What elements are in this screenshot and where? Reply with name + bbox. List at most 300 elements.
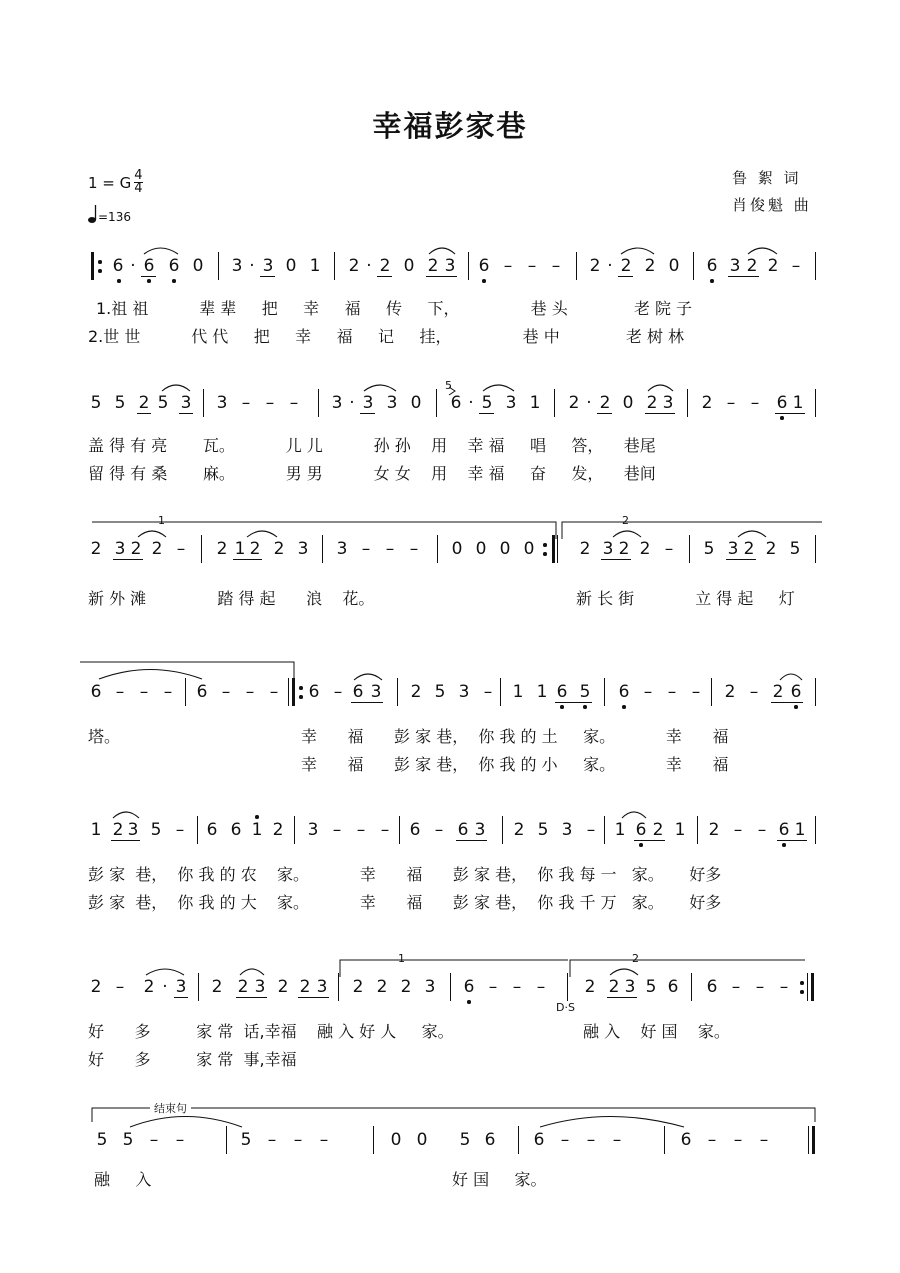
note: 2 — [568, 393, 580, 413]
barline — [294, 816, 295, 844]
note: – — [503, 256, 513, 276]
note: 2 — [348, 256, 360, 276]
note: 0 — [475, 539, 487, 559]
note: · — [586, 393, 592, 413]
note: 2 — [427, 256, 439, 276]
barline — [322, 535, 323, 563]
note: 2 — [130, 539, 142, 559]
tempo-value: =136 — [98, 210, 131, 224]
volta-2-label: 2 — [622, 514, 629, 527]
note: 1 — [234, 539, 246, 559]
note: – — [245, 682, 255, 702]
score-mark — [562, 522, 822, 539]
note: – — [332, 820, 342, 840]
score-mark — [622, 812, 646, 818]
score-mark — [162, 385, 190, 391]
note: 0 — [622, 393, 634, 413]
note: 3 — [561, 820, 573, 840]
note: – — [733, 820, 743, 840]
score-mark — [247, 531, 277, 537]
note: 3 — [231, 256, 243, 276]
note: 3 — [331, 393, 343, 413]
note: 2 — [618, 539, 630, 559]
barline — [604, 816, 605, 844]
note: 6 — [667, 977, 679, 997]
octave-dot — [299, 695, 303, 699]
note: 5 — [96, 1130, 108, 1150]
note: 2 — [352, 977, 364, 997]
note: 2 — [652, 820, 664, 840]
note: 3 — [444, 256, 456, 276]
lower-octave-dot — [117, 279, 121, 283]
note: 6 — [790, 682, 802, 702]
barline — [691, 973, 692, 1001]
lyrics-line: 塔。 — [88, 727, 121, 746]
note: – — [707, 1130, 717, 1150]
underline — [426, 276, 457, 277]
note: 6 — [484, 1130, 496, 1150]
final-barline — [812, 1126, 815, 1154]
note: – — [385, 539, 395, 559]
octave-dot — [800, 981, 804, 985]
lyrics-line: 好 多 家 常 话,幸福 融 入 好 人 家。 — [88, 1022, 454, 1041]
octave-dot — [560, 705, 564, 709]
underline — [607, 997, 637, 998]
note: 3 — [336, 539, 348, 559]
note: 3 — [624, 977, 636, 997]
barline — [436, 389, 437, 417]
note: 6 — [706, 977, 718, 997]
note: 2 — [272, 820, 284, 840]
note: – — [265, 393, 275, 413]
note: – — [726, 393, 736, 413]
barline — [557, 535, 558, 563]
note: 3 — [254, 977, 266, 997]
barline — [693, 252, 694, 280]
volta-1-label: 1 — [398, 952, 405, 965]
underline — [728, 276, 759, 277]
barline — [518, 1126, 519, 1154]
underline — [618, 276, 633, 277]
note: 5 — [434, 682, 446, 702]
octave-dot — [467, 1000, 471, 1004]
underline — [141, 276, 156, 277]
note: – — [380, 820, 390, 840]
underline — [777, 840, 807, 841]
note: 6 — [533, 1130, 545, 1150]
note: 2 — [701, 393, 713, 413]
note: 6 — [463, 977, 475, 997]
underline — [260, 276, 275, 277]
note: 5 — [481, 393, 493, 413]
ending-label: 结束句 — [150, 1100, 191, 1116]
note: 3 — [386, 393, 398, 413]
note: 2 — [216, 539, 228, 559]
note: 3 — [180, 393, 192, 413]
note: 2 — [620, 256, 632, 276]
dal-segno: D·S — [556, 1001, 575, 1014]
barline — [689, 535, 690, 563]
note: 6 — [409, 820, 421, 840]
note: 3 — [114, 539, 126, 559]
note: – — [269, 682, 279, 702]
underline — [113, 559, 143, 560]
note: · — [468, 393, 474, 413]
underline — [111, 840, 140, 841]
barline — [226, 1126, 227, 1154]
note: 5 — [579, 682, 591, 702]
barline — [318, 389, 319, 417]
underline — [360, 413, 375, 414]
underline — [236, 997, 267, 998]
lower-octave-dot — [147, 279, 151, 283]
note: – — [221, 682, 231, 702]
key-signature — [88, 170, 143, 195]
note: 3 — [262, 256, 274, 276]
note: – — [512, 977, 522, 997]
lower-octave-dot — [482, 279, 486, 283]
note: – — [733, 1130, 743, 1150]
octave-dot — [543, 543, 547, 547]
score-mark — [429, 248, 455, 254]
underline — [456, 840, 487, 841]
note: 2 — [410, 682, 422, 702]
note: 5 — [157, 393, 169, 413]
score-mark — [613, 531, 641, 537]
barline — [808, 1126, 809, 1154]
note: 3 — [362, 393, 374, 413]
note: – — [409, 539, 419, 559]
note: 2 — [138, 393, 150, 413]
note: 5 — [122, 1130, 134, 1150]
note: 6 — [450, 393, 462, 413]
note: 6 — [556, 682, 568, 702]
note: 6 — [308, 682, 320, 702]
score-mark — [540, 1117, 684, 1128]
barline — [697, 816, 698, 844]
note: 1 — [614, 820, 626, 840]
time-signature — [134, 170, 142, 195]
lyricist: 鲁 絮 词 — [732, 169, 802, 187]
note: 3 — [297, 539, 309, 559]
score-mark — [80, 662, 294, 682]
note: 2 — [249, 539, 261, 559]
time-top: 4 — [134, 168, 143, 183]
note: 5 — [789, 539, 801, 559]
note: 2 — [772, 682, 784, 702]
lyrics-line: 彭 家 巷， 你 我 的 大 家。 幸 福 彭 家 巷， 你 我 千 万 家。 好多 — [88, 893, 722, 912]
note: – — [115, 977, 125, 997]
octave-dot — [299, 686, 303, 690]
ties-and-brackets — [0, 682, 900, 722]
underline — [771, 702, 803, 703]
note: 5 — [240, 1130, 252, 1150]
note: 2 — [639, 539, 651, 559]
barline — [203, 389, 204, 417]
barline — [815, 535, 816, 563]
note: – — [586, 1130, 596, 1150]
time-bottom: 4 — [134, 181, 143, 196]
repeat-dot — [98, 260, 102, 264]
lyrics-line: 留 得 有 桑 麻。 男 男 女 女 用 幸 福 奋 发， 巷间 — [88, 464, 656, 483]
note: 2 — [579, 539, 591, 559]
octave-dot — [583, 705, 587, 709]
note: – — [551, 256, 561, 276]
note: 2 — [376, 977, 388, 997]
underline — [634, 840, 665, 841]
barline — [288, 678, 289, 706]
barline — [711, 678, 712, 706]
note: 3 — [127, 820, 139, 840]
note: 0 — [668, 256, 680, 276]
note: 2 — [237, 977, 249, 997]
note: 1 — [512, 682, 524, 702]
lyrics-line: 好 多 家 常 事,幸福 — [88, 1050, 297, 1069]
barline — [815, 252, 816, 280]
note: 5 — [703, 539, 715, 559]
barline — [807, 973, 808, 1001]
note: – — [643, 682, 653, 702]
note: – — [483, 682, 493, 702]
note: 1 — [792, 393, 804, 413]
lyrics-line: 盖 得 有 亮 瓦。 儿 儿 孙 孙 用 幸 福 唱 答， 巷尾 — [88, 436, 656, 455]
octave-dot — [543, 552, 547, 556]
barline — [468, 252, 469, 280]
note: 5 — [645, 977, 657, 997]
note: 1 — [251, 820, 263, 840]
note: 0 — [192, 256, 204, 276]
note: – — [691, 682, 701, 702]
barline — [338, 973, 339, 1001]
lyrics-line: 幸 福 彭 家 巷， 你 我 的 土 家。 幸 福 — [301, 727, 729, 746]
note: 6 — [776, 393, 788, 413]
note: 6 — [680, 1130, 692, 1150]
note: 2 — [211, 977, 223, 997]
octave-dot — [639, 843, 643, 847]
key-text: 1 = G — [88, 173, 132, 192]
note: 1 — [794, 820, 806, 840]
note: 6 — [90, 682, 102, 702]
note: – — [356, 820, 366, 840]
note: 2 — [746, 256, 758, 276]
note: – — [560, 1130, 570, 1150]
note: 6 — [352, 682, 364, 702]
note: 3 — [662, 393, 674, 413]
note: 2 — [379, 256, 391, 276]
note: – — [612, 1130, 622, 1150]
note: 2 — [90, 539, 102, 559]
note: 1 — [90, 820, 102, 840]
barline — [500, 678, 501, 706]
note-dot: · — [366, 256, 372, 276]
note: 0 — [451, 539, 463, 559]
barline — [815, 678, 816, 706]
song-title: 幸福彭家巷 — [372, 109, 528, 143]
repeat-start-barline — [292, 678, 295, 706]
underline — [298, 997, 329, 998]
upper-octave-dot — [255, 815, 259, 819]
lyrics-line: 1.祖 祖 辈 辈 把 幸 福 传 下， 巷 头 老 院 子 — [96, 299, 693, 318]
note: – — [115, 682, 125, 702]
note: – — [176, 539, 186, 559]
score-mark — [610, 969, 638, 975]
barline — [185, 678, 186, 706]
note: 6 — [618, 682, 630, 702]
octave-dot — [800, 990, 804, 994]
lyrics-line: 新 外 滩 踏 得 起 浪 花。 — [88, 589, 375, 608]
note: – — [536, 977, 546, 997]
underline — [726, 559, 756, 560]
note: 1 — [674, 820, 686, 840]
note: 2 — [724, 682, 736, 702]
score-mark — [483, 385, 514, 391]
lyrics-line: 彭 家 巷， 你 我 的 农 家。 幸 福 彭 家 巷， 你 我 每 一 家。 好多 — [88, 865, 722, 884]
note: 2 — [646, 393, 658, 413]
lyrics-line: 新 长 街 立 得 起 灯 — [576, 589, 795, 608]
barline — [450, 973, 451, 1001]
barline — [373, 1126, 374, 1154]
note: 5 — [90, 393, 102, 413]
underline — [233, 559, 262, 560]
note: 0 — [416, 1130, 428, 1150]
underline — [597, 413, 612, 414]
note: 2 — [273, 539, 285, 559]
barline — [198, 973, 199, 1001]
barline — [687, 389, 688, 417]
note: – — [586, 820, 596, 840]
octave-dot — [622, 705, 626, 709]
barline — [815, 389, 816, 417]
score-mark — [144, 248, 178, 254]
octave-dot — [782, 843, 786, 847]
note-dot: · — [249, 256, 255, 276]
note: 3 — [307, 820, 319, 840]
note: – — [434, 820, 444, 840]
note: 3 — [216, 393, 228, 413]
octave-dot — [794, 705, 798, 709]
barline — [576, 252, 577, 280]
score-mark — [113, 812, 139, 818]
note: 3 — [505, 393, 517, 413]
note: 2 — [299, 977, 311, 997]
note: 0 — [499, 539, 511, 559]
note: 3 — [370, 682, 382, 702]
note: – — [163, 682, 173, 702]
note: 2 — [608, 977, 620, 997]
note: 1 — [536, 682, 548, 702]
note: 0 — [403, 256, 415, 276]
note: 5 — [459, 1130, 471, 1150]
note: 6 — [706, 256, 718, 276]
note: 6 — [778, 820, 790, 840]
note: – — [175, 820, 185, 840]
note: 2 — [767, 256, 779, 276]
note: 0 — [410, 393, 422, 413]
volta-1-label: 1 — [158, 514, 165, 527]
note: – — [749, 682, 759, 702]
note: 6 — [635, 820, 647, 840]
score-mark — [621, 248, 654, 254]
repeat-end-barline — [552, 535, 555, 563]
note: 3 — [458, 682, 470, 702]
note: · — [349, 393, 355, 413]
note-dot: · — [130, 256, 136, 276]
note: 0 — [523, 539, 535, 559]
note: – — [757, 820, 767, 840]
underline — [137, 413, 151, 414]
note: – — [755, 977, 765, 997]
volta-2-label: 2 — [632, 952, 639, 965]
underline — [179, 413, 193, 414]
note: 6 — [168, 256, 180, 276]
note: 6 — [230, 820, 242, 840]
note: – — [759, 1130, 769, 1150]
score-mark — [748, 248, 777, 254]
note: 2 — [765, 539, 777, 559]
barline — [437, 535, 438, 563]
note: 6 — [457, 820, 469, 840]
note: 6 — [206, 820, 218, 840]
barline — [334, 252, 335, 280]
note: 2 — [151, 539, 163, 559]
note: – — [731, 977, 741, 997]
tempo-marking — [88, 204, 131, 224]
score-mark — [99, 670, 202, 680]
note: – — [779, 977, 789, 997]
note: 2 — [743, 539, 755, 559]
note: – — [664, 539, 674, 559]
note: 2 — [599, 393, 611, 413]
note-dot: · — [607, 256, 613, 276]
lyrics-line: 好 国 家。 — [452, 1170, 547, 1189]
repeat-end-barline — [811, 973, 814, 1001]
note: · — [162, 977, 168, 997]
lower-octave-dot — [172, 279, 176, 283]
note: 2 — [584, 977, 596, 997]
barline — [502, 816, 503, 844]
repeat-start-barline — [91, 252, 94, 280]
note: 5 — [114, 393, 126, 413]
score-mark — [146, 969, 184, 975]
note: 3 — [474, 820, 486, 840]
note: – — [791, 256, 801, 276]
score-mark — [648, 385, 673, 391]
barline — [397, 678, 398, 706]
underline — [351, 702, 383, 703]
note: 2 — [400, 977, 412, 997]
note: 3 — [727, 539, 739, 559]
score-mark — [738, 531, 766, 537]
note: – — [750, 393, 760, 413]
note: 1 — [529, 393, 541, 413]
barline — [664, 1126, 665, 1154]
note: – — [527, 256, 537, 276]
note: 3 — [424, 977, 436, 997]
barline — [218, 252, 219, 280]
barline — [604, 678, 605, 706]
note: 6 — [196, 682, 208, 702]
note: – — [333, 682, 343, 702]
score-mark — [570, 960, 805, 977]
underline — [377, 276, 392, 277]
lyrics-line: 2.世 世 代 代 把 幸 福 记 挂， 巷 中 老 树 林 — [88, 327, 685, 346]
barline — [399, 816, 400, 844]
segno-number: 5 — [445, 379, 452, 392]
note: 2 — [277, 977, 289, 997]
underline — [555, 702, 592, 703]
note: 2 — [143, 977, 155, 997]
note: 2 — [708, 820, 720, 840]
